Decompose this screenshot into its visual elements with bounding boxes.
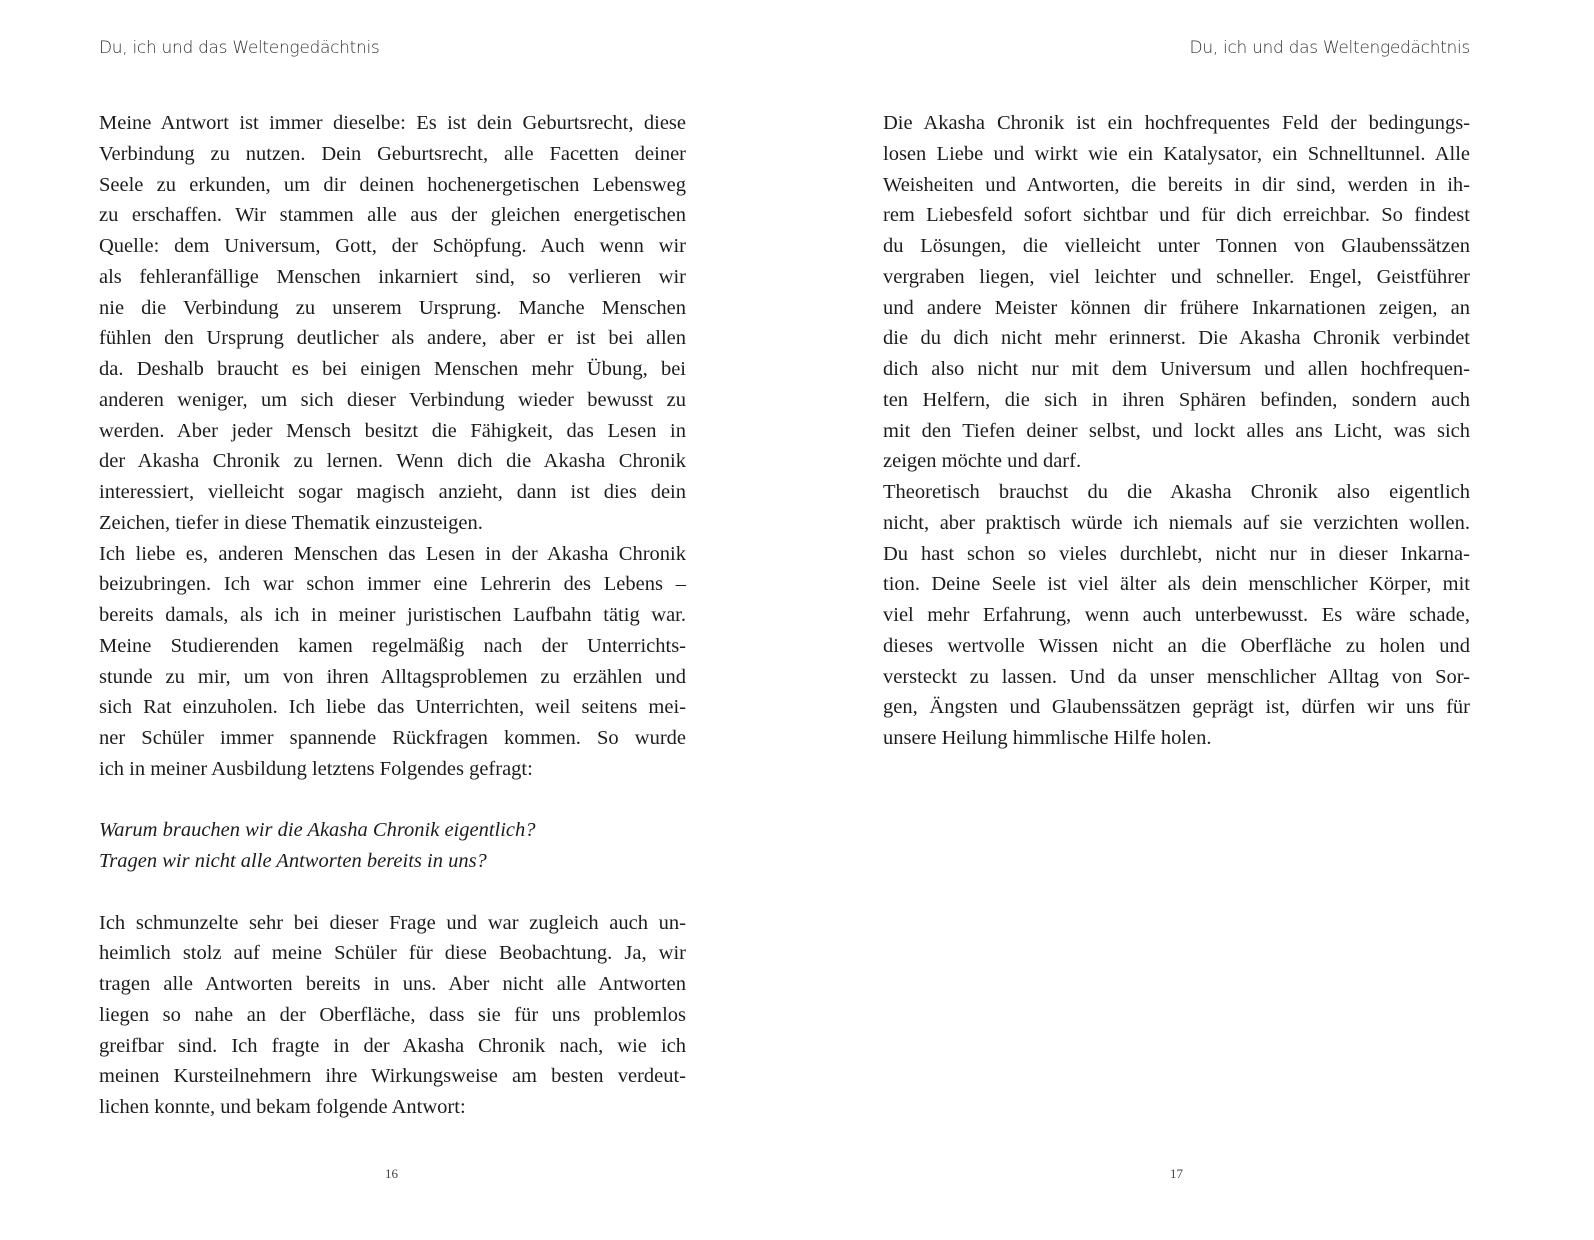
text-line: werden. Aber jeder Mensch besitzt die Fähigkeit, das Lesen in bbox=[99, 419, 686, 442]
text-line: ich in meiner Ausbildung letztens Folgendes gefragt: bbox=[99, 757, 533, 780]
text-line: vergraben liegen, viel leichter und schneller. Engel, Geistführer bbox=[883, 265, 1470, 288]
left-page-body bbox=[99, 108, 686, 1123]
text-line: Die Akasha Chronik ist ein hochfrequentes Feld der bedingungs- bbox=[883, 112, 1470, 134]
running-header-right: Du, ich und das Weltengedächtnis bbox=[1189, 38, 1470, 58]
text-line: greifbar sind. Ich fragte in der Akasha Chronik nach, wie ich bbox=[99, 1034, 686, 1057]
text-line: Du hast schon so vieles durchlebt, nicht nur in dieser Inkarna- bbox=[883, 542, 1470, 565]
text-line: heimlich stolz auf meine Schüler für diese Beobachtung. Ja, wir bbox=[99, 942, 686, 965]
text-line: Zeichen, tiefer in diese Thematik einzusteigen. bbox=[99, 511, 483, 534]
text-line: Weisheiten und Antworten, die bereits in dir sind, werden in ih- bbox=[883, 173, 1470, 196]
text-line: meinen Kursteilnehmern ihre Wirkungsweise am besten verdeut- bbox=[99, 1065, 686, 1088]
paragraph bbox=[883, 108, 1470, 477]
text-line: Meine Antwort ist immer dieselbe: Es ist dein Geburtsrecht, diese bbox=[99, 112, 686, 134]
text-line: zeigen möchte und darf. bbox=[883, 450, 1082, 473]
text-line: liegen so nahe an der Oberfläche, dass sie für uns problemlos bbox=[99, 1003, 686, 1026]
right-page-body bbox=[883, 108, 1470, 754]
text-line: gen, Ängsten und Glaubenssätzen geprägt ist, dürfen wir uns für bbox=[883, 696, 1470, 719]
text-line: stunde zu mir, um von ihren Alltagsproblemen zu erzählen und bbox=[99, 665, 686, 688]
paragraph bbox=[99, 108, 686, 539]
text-line: dich also nicht nur mit dem Universum und allen hochfrequen- bbox=[883, 358, 1470, 380]
text-line: du Lösungen, die vielleicht unter Tonnen von Glaubenssätzen bbox=[883, 235, 1470, 257]
text-line: lichen konnte, und bekam folgende Antwort: bbox=[99, 1096, 466, 1118]
text-line: beizubringen. Ich war schon immer eine Lehrerin des Lebens – bbox=[99, 573, 686, 596]
text-line: Quelle: dem Universum, Gott, der Schöpfung. Auch wenn wir bbox=[99, 235, 686, 257]
text-line: tragen alle Antworten bereits in uns. Aber nicht alle Antworten bbox=[99, 973, 686, 995]
text-line: nicht, aber praktisch würde ich niemals auf sie verzichten wollen. bbox=[883, 511, 1470, 534]
text-line: mit den Tiefen deiner selbst, und lockt alles ans Licht, was sich bbox=[883, 419, 1470, 442]
text-line: rem Liebesfeld sofort sichtbar und für dich erreichbar. So findest bbox=[883, 204, 1470, 227]
text-line: zu erschaffen. Wir stammen alle aus der gleichen energetischen bbox=[99, 204, 686, 227]
text-line: Warum brauchen wir die Akasha Chronik eigentlich? bbox=[99, 819, 536, 842]
paragraph bbox=[883, 477, 1470, 754]
text-line: der Akasha Chronik zu lernen. Wenn dich die Akasha Chronik bbox=[99, 450, 686, 473]
text-line: nie die Verbindung zu unserem Ursprung. Manche Menschen bbox=[99, 296, 686, 319]
text-line: sich Rat einzuholen. Ich liebe das Unterrichten, weil seitens mei- bbox=[99, 696, 686, 719]
text-line: unsere Heilung himmlische Hilfe holen. bbox=[883, 727, 1212, 749]
text-line: tion. Deine Seele ist viel älter als dein menschlicher Körper, mit bbox=[883, 573, 1470, 596]
text-line: bereits damals, als ich in meiner juristischen Laufbahn tätig war. bbox=[99, 604, 686, 626]
text-line: ner Schüler immer spannende Rückfragen kommen. So wurde bbox=[99, 727, 686, 749]
text-line: viel mehr Erfahrung, wenn auch unterbewusst. Es wäre schade, bbox=[883, 604, 1470, 626]
italic-quote bbox=[99, 815, 686, 877]
text-line: interessiert, vielleicht sogar magisch anzieht, dann ist dies dein bbox=[99, 481, 686, 503]
text-line: Ich liebe es, anderen Menschen das Lesen in der Akasha Chronik bbox=[99, 542, 686, 565]
text-line: anderen weniger, um sich dieser Verbindung wieder bewusst zu bbox=[99, 388, 686, 411]
text-line: Ich schmunzelte sehr bei dieser Frage und war zugleich auch un- bbox=[99, 911, 686, 934]
text-line: versteckt zu lassen. Und da unser menschlicher Alltag von Sor- bbox=[883, 665, 1470, 688]
text-line: ten Helfern, die sich in ihren Sphären befinden, sondern auch bbox=[883, 388, 1470, 411]
blank-line bbox=[99, 877, 686, 908]
page-number-left: 16 bbox=[385, 1166, 398, 1181]
text-line: Tragen wir nicht alle Antworten bereits in uns? bbox=[99, 850, 487, 872]
text-line: dieses wertvolle Wissen nicht an die Oberfläche zu holen und bbox=[883, 634, 1470, 657]
blank-line bbox=[99, 785, 686, 816]
text-line: die du dich nicht mehr erinnerst. Die Akasha Chronik verbindet bbox=[883, 327, 1470, 350]
text-line: Verbindung zu nutzen. Dein Geburtsrecht, alle Facetten deiner bbox=[99, 142, 686, 165]
running-header-left: Du, ich und das Weltengedächtnis bbox=[99, 38, 380, 58]
paragraph bbox=[99, 539, 686, 785]
text-line: Seele zu erkunden, um dir deinen hochenergetischen Lebensweg bbox=[99, 173, 686, 196]
text-line: und andere Meister können dir frühere Inkarnationen zeigen, an bbox=[883, 296, 1470, 319]
text-line: Theoretisch brauchst du die Akasha Chronik also eigentlich bbox=[883, 481, 1470, 503]
page-number-right: 17 bbox=[1170, 1166, 1183, 1181]
text-line: fühlen den Ursprung deutlicher als andere, aber er ist bei allen bbox=[99, 327, 686, 350]
text-line: da. Deshalb braucht es bei einigen Menschen mehr Übung, bei bbox=[99, 358, 686, 380]
paragraph bbox=[99, 908, 686, 1123]
text-line: losen Liebe und wirkt wie ein Katalysator, ein Schnelltunnel. Alle bbox=[883, 142, 1470, 165]
text-line: als fehleranfällige Menschen inkarniert sind, so verlieren wir bbox=[99, 265, 686, 288]
text-line: Meine Studierenden kamen regelmäßig nach der Unterrichts- bbox=[99, 634, 686, 657]
